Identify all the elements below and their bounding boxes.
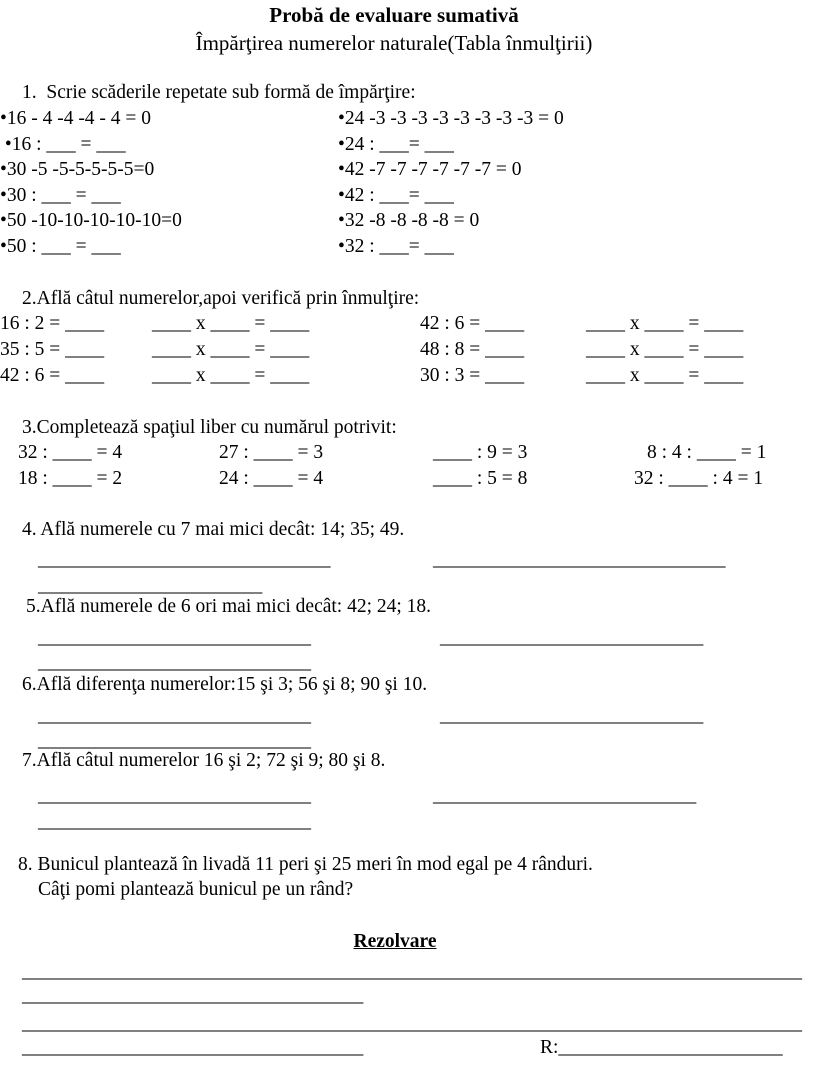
answer-line: ________________________________________________________________________________ [22, 961, 802, 982]
ex1-right-line: •32 : ___= ___ [338, 236, 454, 257]
ex3-item: 32 : ____ = 4 [18, 442, 123, 463]
answer-line: ____________________________ [38, 730, 311, 751]
answer-line: ___________________________________ [22, 1037, 364, 1058]
answer-line: ___________________________________ [22, 985, 364, 1006]
answer-line: ___________________________ [440, 627, 704, 648]
page-subtitle: Împărţirea numerelor naturale(Tabla înmulţirii) [195, 31, 593, 55]
answer-line: ______________________________ [38, 549, 331, 570]
ex3-item: 8 : 4 : ____ = 1 [647, 442, 767, 463]
ex2-check: ____ x ____ = ____ [586, 313, 744, 334]
ex2-check: ____ x ____ = ____ [586, 365, 744, 386]
ex5-heading: 5.Află numerele de 6 ori mai mici decât: 42; 24; 18. [26, 596, 432, 617]
ex7-heading: 7.Află câtul numerelor 16 şi 2; 72 şi 9; 80 şi 8. [22, 750, 386, 771]
ex3-item: 24 : ____ = 4 [219, 468, 324, 489]
ex3-item: 18 : ____ = 2 [18, 468, 123, 489]
ex6-heading: 6.Află diferenţa numerelor:15 şi 3; 56 şi 8; 90 şi 10. [22, 674, 428, 695]
answer-line: ________________________________________________________________________________ [22, 1013, 802, 1034]
ex2-division: 48 : 8 = ____ [420, 339, 525, 360]
ex2-division: 42 : 6 = ____ [420, 313, 525, 334]
ex3-heading: 3.Completează spaţiul liber cu numărul potrivit: [22, 417, 397, 438]
ex1-right-line: •24 -3 -3 -3 -3 -3 -3 -3 -3 = 0 [338, 108, 564, 129]
ex2-division: 35 : 5 = ____ [0, 339, 105, 360]
ex2-check: ____ x ____ = ____ [152, 339, 310, 360]
ex1-right-line: •42 -7 -7 -7 -7 -7 -7 = 0 [338, 159, 522, 180]
ex4-heading: 4. Află numerele cu 7 mai mici decât: 14; 35; 49. [22, 519, 405, 540]
ex1-left-line: •30 : ___ = ___ [0, 185, 121, 206]
ex1-left-line: •50 : ___ = ___ [0, 236, 121, 257]
ex1-right-line: •32 -8 -8 -8 -8 = 0 [338, 210, 480, 231]
answer-line: ____________________________ [38, 785, 311, 806]
answer-line: ____________________________ [38, 811, 311, 832]
ex2-division: 16 : 2 = ____ [0, 313, 105, 334]
answer-line: _______________________ [38, 575, 263, 596]
ex1-left-line: •30 -5 -5-5-5-5-5=0 [0, 159, 155, 180]
ex2-check: ____ x ____ = ____ [586, 339, 744, 360]
ex3-item: 32 : ____ : 4 = 1 [634, 468, 764, 489]
ex2-check: ____ x ____ = ____ [152, 313, 310, 334]
ex8-problem-line: 8. Bunicul plantează în livadă 11 peri şi 25 meri în mod egal pe 4 rânduri. [18, 854, 593, 875]
ex8-question-line: Câţi pomi plantează bunicul pe un rând? [38, 879, 354, 900]
answer-line: ____________________________ [38, 652, 311, 673]
solution-heading: Rezolvare [353, 931, 437, 952]
answer-line: ___________________________ [440, 705, 704, 726]
ex1-right-line: •42 : ___= ___ [338, 185, 454, 206]
page-title: Probă de evaluare sumativă [269, 3, 519, 27]
ex1-heading: 1. Scrie scăderile repetate sub formă de împărţire: [22, 82, 416, 103]
ex1-left-line: •16 : ___ = ___ [0, 134, 126, 155]
ex2-division: 30 : 3 = ____ [420, 365, 525, 386]
answer-line: ____________________________ [38, 705, 311, 726]
ex3-item: ____ : 5 = 8 [433, 468, 528, 489]
ex1-right-line: •24 : ___= ___ [338, 134, 454, 155]
answer-line: ______________________________ [433, 549, 726, 570]
ex1-left-line: •16 - 4 -4 -4 - 4 = 0 [0, 108, 152, 129]
ex3-item: ____ : 9 = 3 [433, 442, 528, 463]
ex2-check: ____ x ____ = ____ [152, 365, 310, 386]
answer-line: ____________________________ [38, 627, 311, 648]
final-answer-line: R:_______________________ [540, 1037, 783, 1058]
ex2-division: 42 : 6 = ____ [0, 365, 105, 386]
answer-line: ___________________________ [433, 785, 697, 806]
ex2-heading: 2.Află câtul numerelor,apoi verifică prin înmulţire: [22, 288, 420, 309]
ex1-left-line: •50 -10-10-10-10-10=0 [0, 210, 182, 231]
ex3-item: 27 : ____ = 3 [219, 442, 324, 463]
